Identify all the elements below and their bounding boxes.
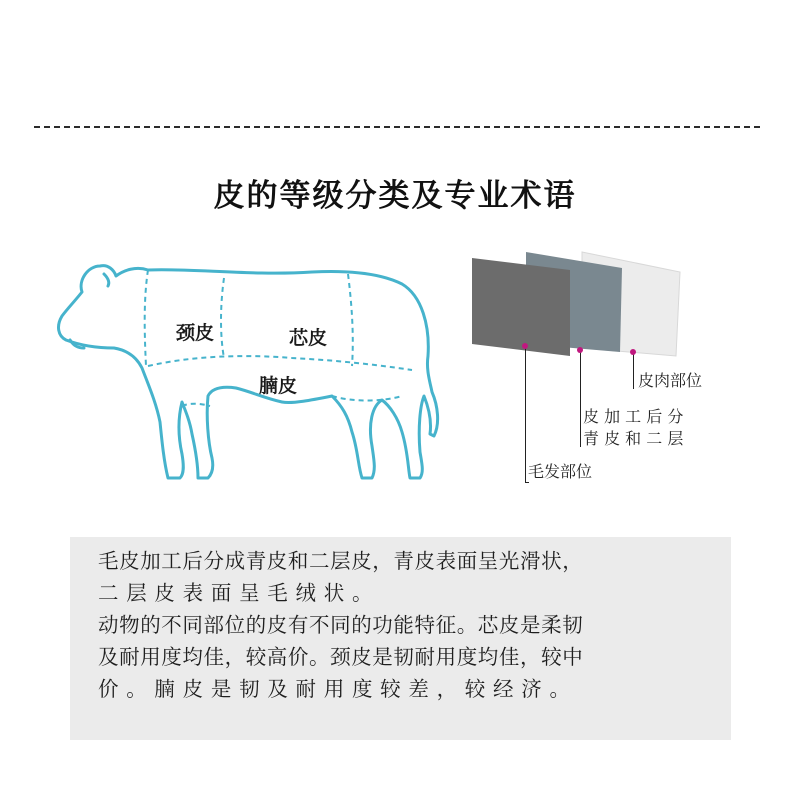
dashed-divider	[34, 126, 760, 128]
description-line: 二 层 皮 表 面 呈 毛 绒 状 。	[98, 581, 374, 605]
split-layer-label-line2: 青 皮 和 二 层	[583, 429, 684, 448]
flesh-layer-label: 皮肉部位	[638, 371, 703, 390]
split-layer-label-line1: 皮 加 工 后 分	[583, 407, 684, 426]
description-line: 价 。 腩 皮 是 韧 及 耐 用 度 较 差 ， 较 经 济 。	[98, 677, 571, 701]
cow-diagram	[52, 256, 452, 488]
page-title: 皮的等级分类及专业术语	[213, 178, 577, 214]
leather-layers-illustration	[470, 248, 682, 362]
hair-layer-sheet	[472, 258, 570, 356]
description-line: 及耐用度均佳，较高价。颈皮是韧耐用度均佳，较中	[98, 645, 584, 669]
description-line: 动物的不同部位的皮有不同的功能特征。芯皮是柔韧	[98, 613, 584, 637]
flesh-leader-line	[633, 353, 634, 389]
hair-layer-label: 毛发部位	[528, 462, 593, 481]
cow-outline	[59, 266, 438, 478]
core-hide-label: 芯皮	[289, 327, 328, 349]
flesh-layer-marker	[630, 349, 636, 355]
hair-layer-marker	[522, 343, 528, 349]
split-layer-marker	[577, 347, 583, 353]
belly-hide-label: 腩皮	[259, 375, 298, 397]
description-box	[70, 537, 731, 740]
split-leader-line	[580, 351, 581, 447]
hair-leader-line	[525, 347, 526, 483]
neck-hide-label: 颈皮	[176, 322, 215, 344]
description-line: 毛皮加工后分成青皮和二层皮，青皮表面呈光滑状，	[98, 549, 584, 573]
